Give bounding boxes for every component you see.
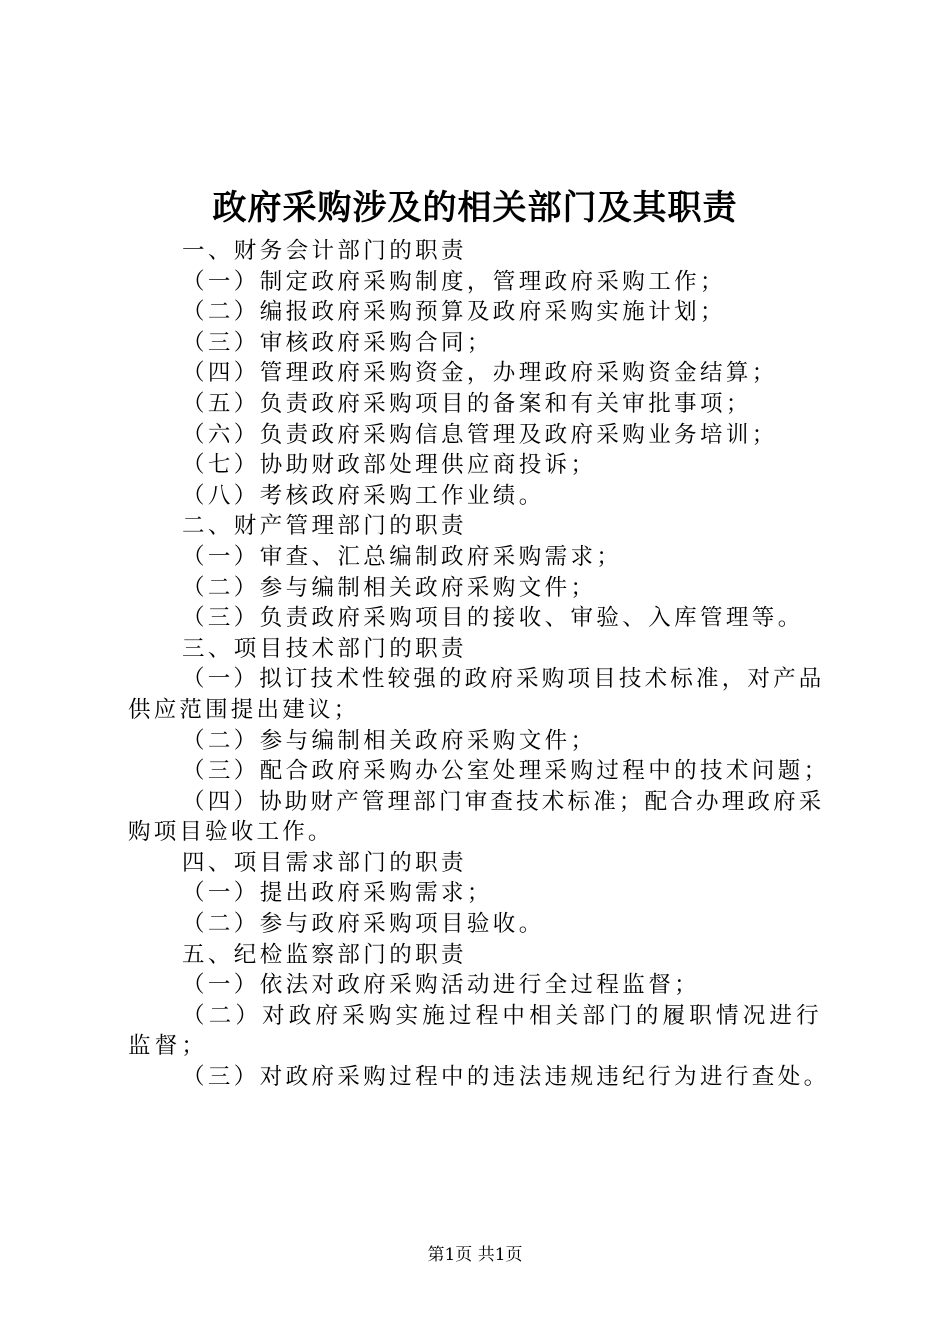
list-item: （四）管理政府采购资金，办理政府采购资金结算； <box>182 360 778 387</box>
list-item: （三）审核政府采购合同； <box>182 329 493 356</box>
list-item: （一）审查、汇总编制政府采购需求； <box>182 543 623 570</box>
list-item: （四）协助财产管理部门审查技术标准；配合办理政府采购项目验收工作。 <box>128 788 825 846</box>
page-number-footer: 第1页 共1页 <box>427 1245 523 1265</box>
document-body <box>128 236 834 1093</box>
section-heading-finance: 一、财务会计部门的职责 <box>182 238 467 264</box>
list-item: （三）负责政府采购项目的接收、审验、入库管理等。 <box>182 605 804 632</box>
list-item: （一）提出政府采购需求； <box>182 880 493 907</box>
list-item: （二）对政府采购实施过程中相关部门的履职情况进行监督； <box>128 1002 823 1060</box>
document-title: 政府采购涉及的相关部门及其职责 <box>212 188 738 228</box>
list-item: （二）编报政府采购预算及政府采购实施计划； <box>182 299 726 326</box>
list-item: （二）参与政府采购项目验收。 <box>182 911 545 938</box>
section-heading-supervision: 五、纪检监察部门的职责 <box>182 941 467 968</box>
list-item: （七）协助财政部处理供应商投诉； <box>182 452 597 479</box>
list-item: （三）配合政府采购办公室处理采购过程中的技术问题； <box>182 758 830 785</box>
list-item: （二）参与编制相关政府采购文件； <box>182 727 597 754</box>
list-item: （二）参与编制相关政府采购文件； <box>182 574 597 601</box>
section-heading-technical: 三、项目技术部门的职责 <box>182 635 467 662</box>
list-item: （一）依法对政府采购活动进行全过程监督； <box>182 972 701 999</box>
list-item: （三）对政府采购过程中的违法违规违纪行为进行查处。 <box>182 1064 830 1091</box>
section-heading-demand: 四、项目需求部门的职责 <box>182 849 467 876</box>
list-item: （五）负责政府采购项目的备案和有关审批事项； <box>182 390 752 417</box>
list-item: （一）制定政府采购制度，管理政府采购工作； <box>182 268 726 295</box>
list-item: （一）拟订技术性较强的政府采购项目技术标准，对产品供应范围提出建议； <box>128 666 825 723</box>
list-item: （六）负责政府采购信息管理及政府采购业务培训； <box>182 421 778 448</box>
list-item: （八）考核政府采购工作业绩。 <box>182 482 545 509</box>
section-heading-property: 二、财产管理部门的职责 <box>182 513 467 540</box>
